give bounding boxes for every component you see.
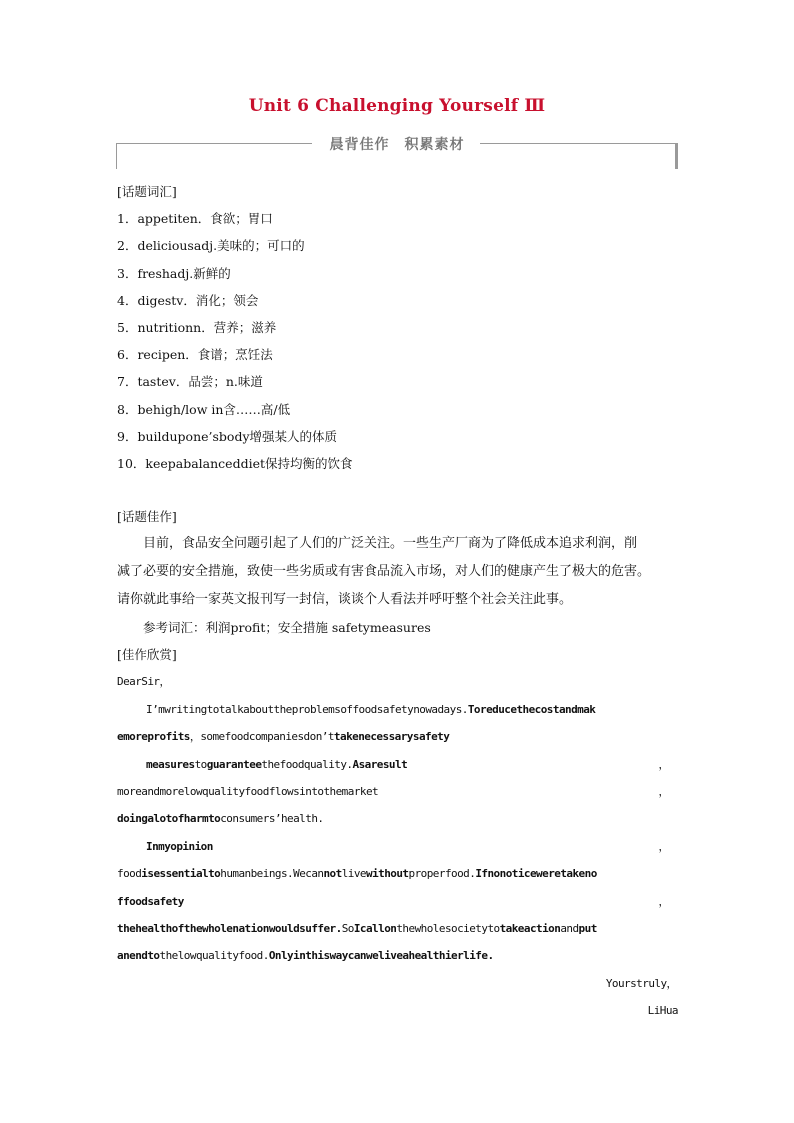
essay-text: I’mwritingtotalkabouttheproblemsoffoodsafetynowadays. (146, 702, 468, 716)
banner-tick-left (116, 143, 117, 169)
essay-salutation: DearSir， (117, 675, 170, 689)
page-title: Unit 6 Challenging Yourself Ⅲ (248, 96, 546, 116)
essay-comma: ， (658, 839, 669, 853)
banner-rule-right (480, 143, 678, 144)
essay-text: So (341, 921, 354, 935)
essay-text: and (560, 921, 579, 935)
essay-highlight: Inmyopinion (146, 839, 213, 853)
reference-vocab: 参考词汇：利润profit；安全措施 safetymeasures (143, 620, 431, 636)
essay-highlight: Ifnonoticeweretakeno (475, 867, 597, 881)
model-essay (117, 668, 679, 1024)
essay-comma: ， (658, 785, 669, 798)
essay-text: thefoodquality. (261, 757, 353, 771)
essay-comma: ， (658, 894, 669, 908)
vocab-item: 7．tastev．品尝；n.味道 (117, 374, 263, 390)
essay-highlight: takeaction (499, 921, 561, 935)
essay-heading: [佳作欣赏] (117, 647, 177, 663)
essay-highlight: canweliveahealthierlife. (347, 949, 494, 963)
banner-tick-right (675, 143, 678, 169)
essay-text: consumers’health. (220, 812, 324, 826)
essay-closing: Yourstruly， (605, 976, 677, 990)
task-heading: [话题佳作] (117, 509, 177, 525)
essay-line (117, 778, 679, 805)
essay-line (117, 942, 679, 969)
essay-text: to (194, 757, 207, 771)
essay-highlight: guarantee (206, 757, 262, 771)
essay-highlight: ffoodsafety (117, 894, 184, 908)
essay-highlight: put (578, 921, 597, 935)
essay-highlight: isessentialto (141, 867, 221, 881)
task-prompt-line: 请你就此事给一家英文报刊写一封信，谈谈个人看法并呼吁整个社会关注此事。 (117, 592, 573, 608)
essay-text: thelowqualityfood. (159, 949, 269, 963)
spacer (117, 477, 679, 503)
vocab-item: 10．keepabalanceddiet保持均衡的饮食 (117, 455, 353, 471)
vocab-item: 4．digestv．消化；领会 (117, 292, 259, 308)
vocab-item: 2．deliciousadj.美味的；可口的 (117, 238, 305, 254)
essay-line (117, 696, 679, 723)
essay-highlight: Toreducethecostandmak (467, 702, 596, 716)
document-body (117, 178, 679, 1025)
banner-rule-left (116, 143, 312, 144)
essay-highlight: Asaresult (352, 757, 408, 771)
essay-text: thewholesocietyto (396, 921, 500, 935)
essay-highlight: doingalotofharmto (117, 812, 221, 826)
essay-highlight: anendto (117, 949, 160, 963)
essay-highlight: measures (146, 757, 195, 771)
essay-text: moreandmorelowqualityfoodflowsintothemarket (117, 785, 379, 798)
banner-label: 晨背佳作 积累素材 (329, 137, 465, 153)
section-banner (116, 134, 678, 170)
essay-signature: LiHua (647, 1004, 678, 1018)
essay-highlight: takenecessarysafety (333, 730, 450, 744)
essay-highlight: emoreprofits (117, 730, 190, 744)
vocab-item: 9．buildupone’sbody增强某人的体质 (117, 428, 338, 444)
essay-comma: ， (658, 757, 669, 771)
vocab-item: 5．nutritionn．营养；滋养 (117, 319, 277, 335)
essay-text: food (117, 867, 142, 881)
essay-line (117, 888, 679, 915)
essay-highlight: Onlyinthisway (268, 949, 348, 963)
vocab-item: 1．appetiten．食欲；胃口 (117, 211, 273, 227)
essay-line (117, 833, 679, 860)
essay-line (117, 860, 679, 887)
vocab-item: 3．freshadj.新鲜的 (117, 265, 231, 281)
essay-highlight: not (323, 867, 342, 881)
vocab-heading: [话题词汇] (117, 184, 177, 199)
essay-text: humanbeings.Wecan (220, 867, 324, 881)
essay-text: properfood. (408, 867, 476, 881)
essay-highlight: thehealthofthewholenationwouldsuffer. (117, 921, 342, 935)
task-prompt-line: 目前，食品安全问题引起了人们的广泛关注。一些生产厂商为了降低成本追求利润，削 (143, 536, 638, 552)
essay-line (117, 751, 679, 778)
task-prompt-line: 减了必要的安全措施，致使一些劣质或有害食品流入市场，对人们的健康产生了极大的危害。 (117, 564, 651, 580)
vocab-item: 6．recipen．食谱；烹饪法 (117, 347, 273, 363)
vocab-item: 8．behigh/low in含……高/低 (117, 401, 291, 417)
essay-highlight: without (366, 867, 409, 881)
essay-highlight: Icallon (353, 921, 397, 935)
essay-line (117, 723, 679, 750)
essay-line (117, 915, 679, 942)
essay-text: live (341, 867, 366, 881)
essay-line (117, 805, 679, 832)
essay-text: ，somefoodcompaniesdon’t (189, 730, 334, 744)
